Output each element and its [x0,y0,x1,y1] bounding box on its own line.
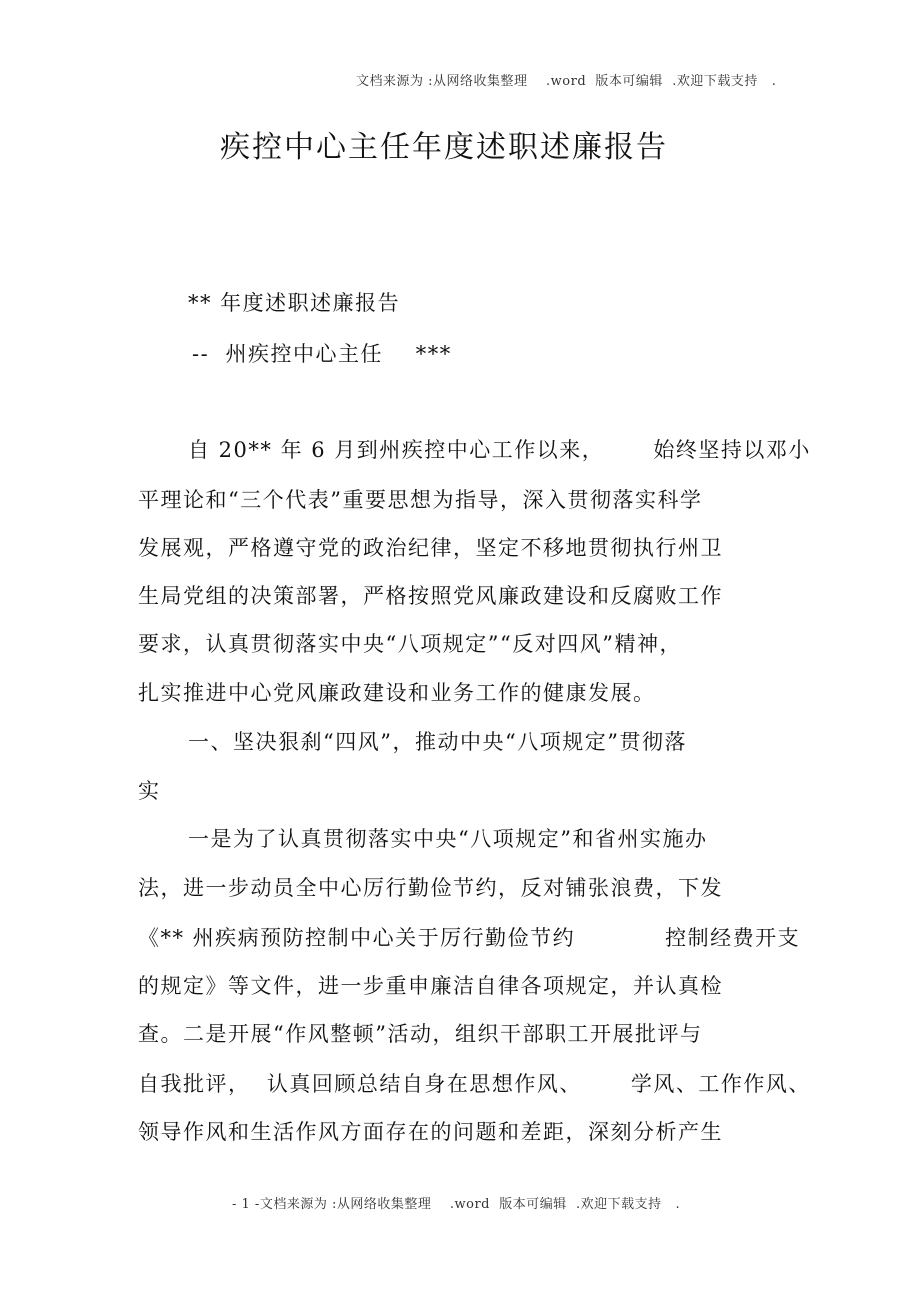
body-line: 《** 州疾病预防控制中心关于厉行勤俭节约 控制经费开支 [138,926,801,950]
page-header: 文档来源为 :从网络收集整理 .word 版本可编辑 .欢迎下载支持 . [356,74,777,89]
author-line: -- 州疾控中心主任 *** [192,342,452,366]
body-line: 平理论和“三个代表”重要思想为指导，深入贯彻落实科学 [138,488,703,512]
body-line: 的规定》等文件，进一步重申廉洁自律各项规定，并认真检 [138,974,723,998]
body-line: 自 20** 年 6 月到州疾控中心工作以来， 始终坚持以邓小 [188,438,811,462]
body-line: 法，进一步动员全中心厉行勤俭节约，反对铺张浪费，下发 [138,876,723,900]
body-line: 发展观，严格遵守党的政治纪律，坚定不移地贯彻执行州卫 [138,536,723,560]
body-line: 一是为了认真贯彻落实中央“八项规定”和省州实施办 [188,827,708,851]
section-heading: 一、坚决狠刹“四风”，推动中央“八项规定”贯彻落 [188,730,687,754]
report-subtitle: ** 年度述职述廉报告 [188,291,401,315]
document-title: 疾控中心主任年度述职述廉报告 [220,130,668,165]
page-footer: - 1 -文档来源为 :从网络收集整理 .word 版本可编辑 .欢迎下载支持 . [232,1197,681,1212]
body-line: 生局党组的决策部署，严格按照党风廉政建设和反腐败工作 [138,584,723,608]
body-line: 领导作风和生活作风方面存在的问题和差距，深刻分析产生 [138,1120,723,1144]
body-line: 查。二是开展“作风整顿”活动，组织干部职工开展批评与 [138,1022,703,1046]
body-line: 扎实推进中心党风廉政建设和业务工作的健康发展。 [138,681,656,705]
body-line: 自我批评， 认真回顾总结自身在思想作风、 学风、工作作风、 [138,1072,811,1096]
section-heading-cont: 实 [138,779,161,803]
body-line: 要求，认真贯彻落实中央“八项规定”“反对四风”精神， [138,632,682,656]
